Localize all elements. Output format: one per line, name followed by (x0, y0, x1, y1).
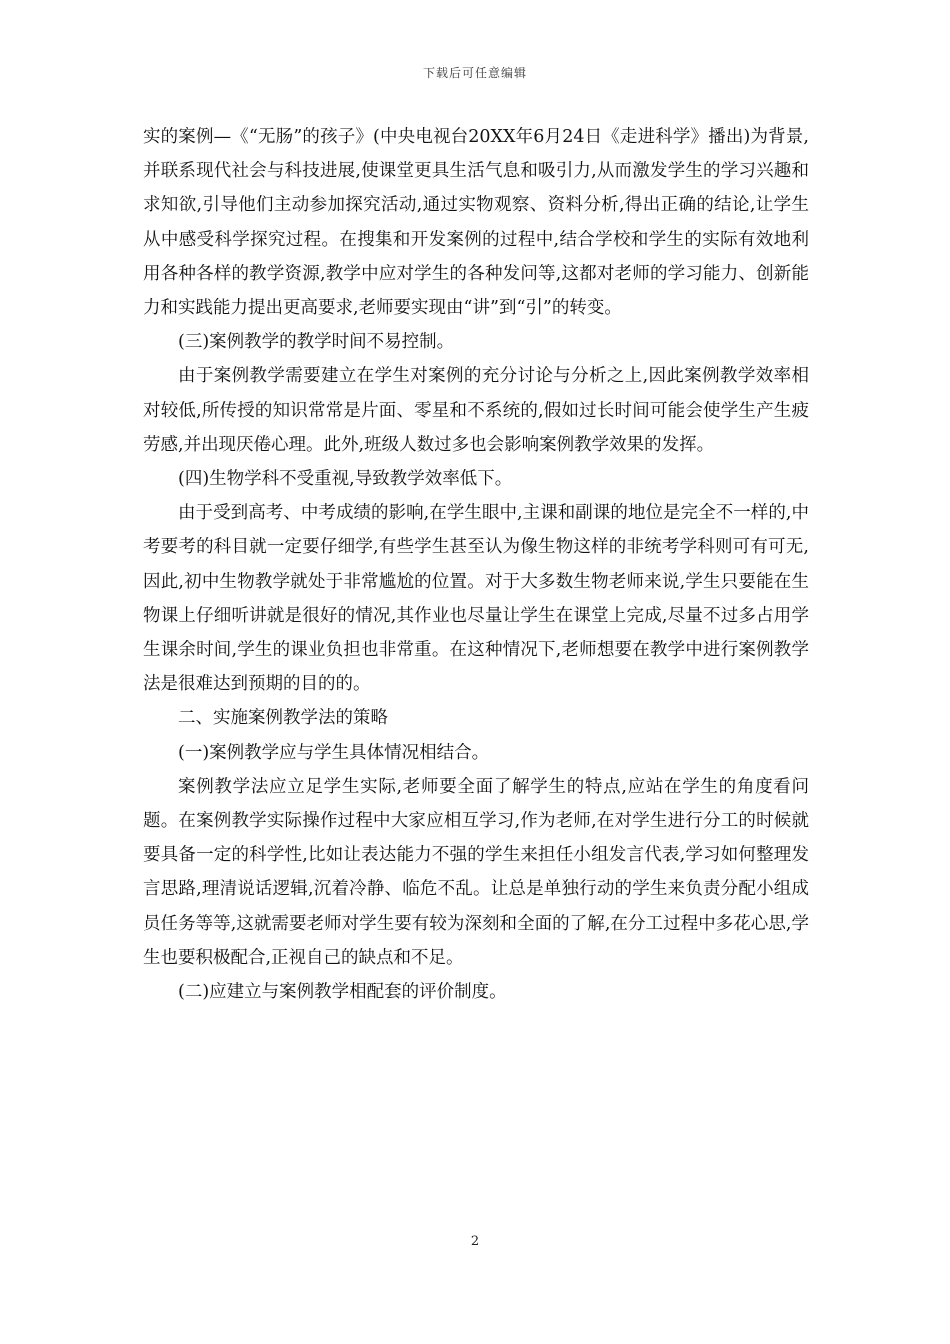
page-header: 下载后可任意编辑 (422, 66, 527, 80)
chapter-heading: 二、实施案例教学法的策略 (178, 708, 388, 729)
paragraph: 实的案例—《“无肠”的孩子》(中央电视台20XX年6月24日《走进科学》播出)为背景,并联系现代社会与科技进展,使课堂更具生活气息和吸引力,从而激发学生的学习兴趣和求知欲,引导他们主动参加探究活动,通过实物观察、资料分析,得出正确的结论,让学生从中感受科学探究过程。在搜集和开发案例的过程中,结合学校和学生的实际有效地利用各种各样的教学资源,教学中应对学生的各种发问等,这都对老师的学习能力、创新能力和实践能力提出更高要求,老师要实现由“讲”到“引”的转变。 (143, 127, 809, 319)
document-body (143, 120, 809, 1009)
section-heading: (四)生物学科不受重视,导致教学效率低下。 (178, 469, 513, 490)
paragraph: 由于受到高考、中考成绩的影响,在学生眼中,主课和副课的地位是完全不一样的,中考要考的科目就一定要仔细学,有些学生甚至认为像生物这样的非统考学科则可有可无,因此,初中生物教学就处于非常尴尬的位置。对于大多数生物老师来说,学生只要能在生物课上仔细听讲就是很好的情况,其作业也尽量让学生在课堂上完成,尽量不过多占用学生课余时间,学生的课业负担也非常重。在这种情况下,老师想要在教学中进行案例教学法是很难达到预期的目的的。 (143, 503, 809, 695)
paragraph: 由于案例教学需要建立在学生对案例的充分讨论与分析之上,因此案例教学效率相对较低,所传授的知识常常是片面、零星和不系统的,假如过长时间可能会使学生产生疲劳感,并出现厌倦心理。此外,班级人数过多也会影响案例教学效果的发挥。 (143, 366, 809, 455)
section-heading: (一)案例教学应与学生具体情况相结合。 (178, 742, 490, 763)
paragraph: 案例教学法应立足学生实际,老师要全面了解学生的特点,应站在学生的角度看问题。在案例教学实际操作过程中大家应相互学习,作为老师,在对学生进行分工的时候就要具备一定的科学性,比如让表达能力不强的学生来担任小组发言代表,学习如何整理发言思路,理清说话逻辑,沉着冷静、临危不乱。让总是单独行动的学生来负责分配小组成员任务等等,这就需要老师对学生要有较为深刻和全面的了解,在分工过程中多花心思,学生也要积极配合,正视自己的缺点和不足。 (143, 776, 809, 968)
page-number: 2 (470, 1234, 480, 1249)
section-heading: (三)案例教学的教学时间不易控制。 (178, 332, 455, 353)
section-heading: (二)应建立与案例教学相配套的评价制度。 (178, 982, 507, 1003)
